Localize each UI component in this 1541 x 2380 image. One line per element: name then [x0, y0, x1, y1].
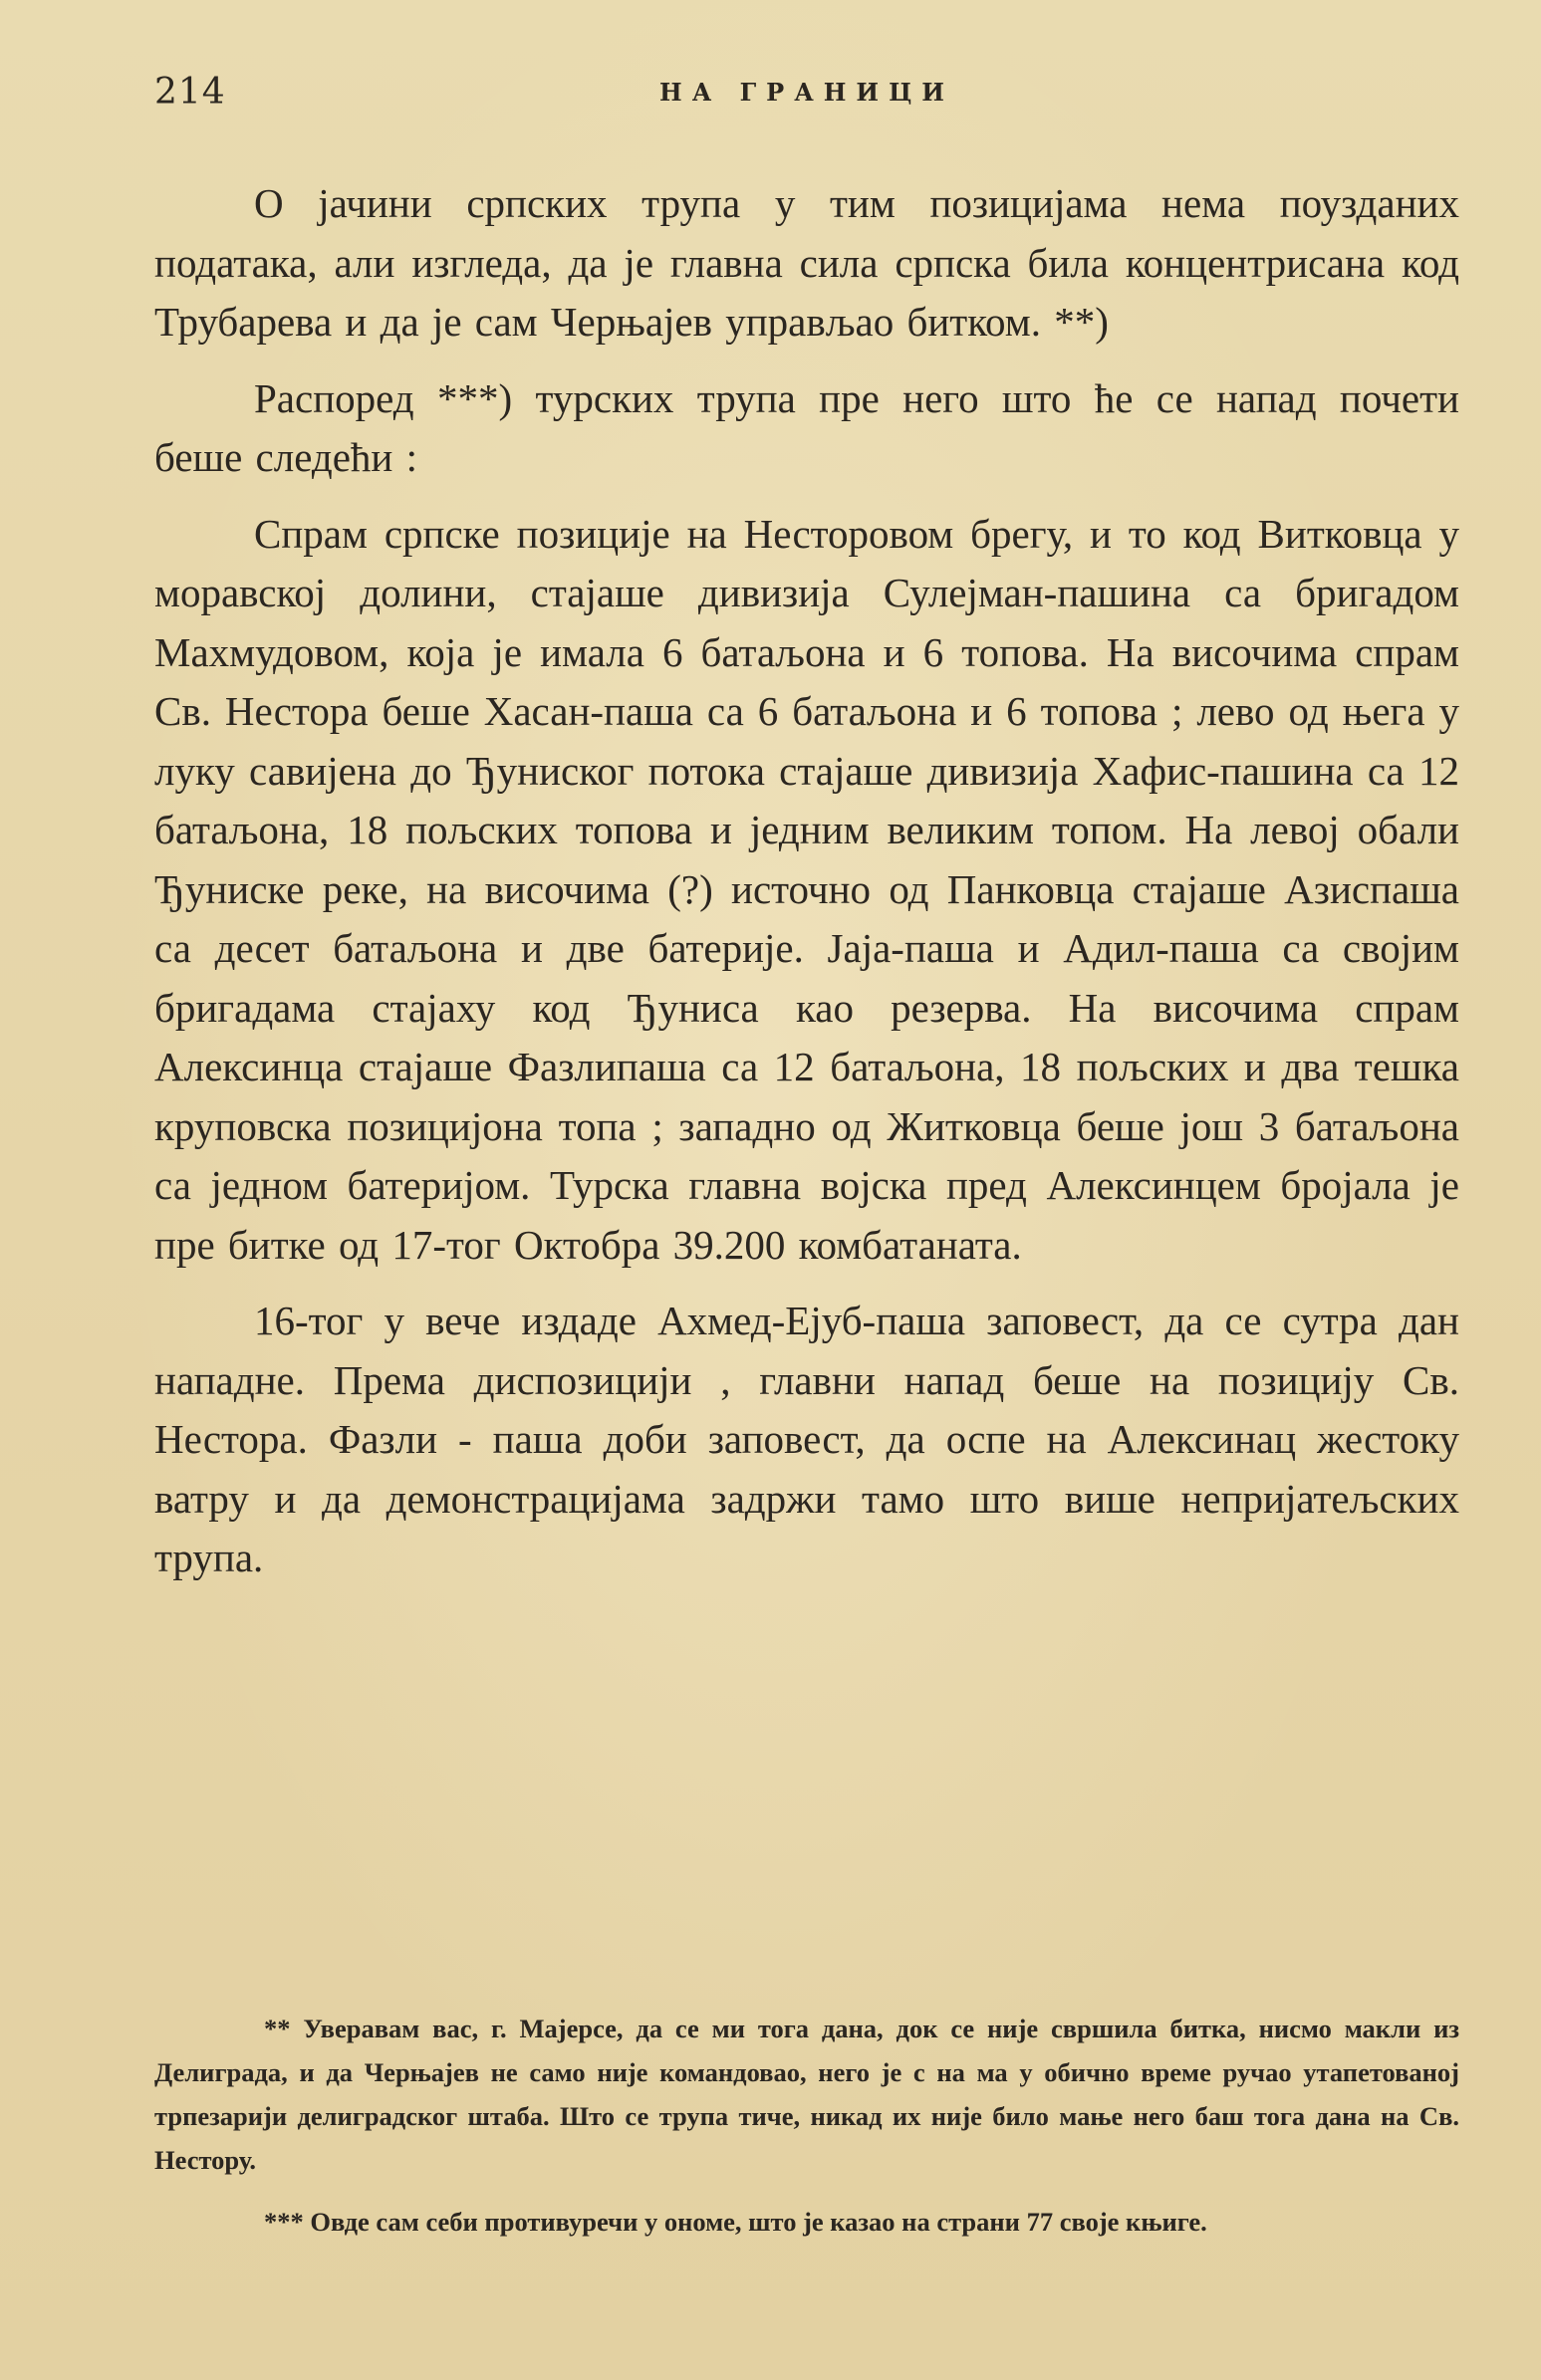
footnotes — [154, 2007, 1459, 2261]
paragraph: Распоред ***) турских трупа пре него што ће се напад почети беше следећи : — [154, 374, 1459, 480]
body-text — [154, 174, 1459, 1605]
running-head: НА ГРАНИЦИ — [659, 78, 954, 107]
paragraph: 16-тог у вече издаде Ахмед-Ејуб-паша заповест, да се сутра дан нападне. Према диспозицији , главни напад беше на позицију Св. Нестора. Фазли - паша доби заповест, да оспе на Алексинац жестоку ватру и да демонстрацијама задржи тамо што више непријатељских трупа. — [154, 1298, 1459, 1580]
footnote: *** Овде сам себи противуречи у ономе, што је казао на страни 77 своје књиге. — [264, 2207, 1207, 2237]
page-header — [154, 72, 1459, 121]
page-number: 214 — [154, 72, 226, 113]
paragraph: О јачини српских трупа у тим позицијама нема поузданих података, али изгледа, да је главна сила српска била концентрисана код Трубарева и да је сам Черњајев управљао битком. **) — [154, 180, 1459, 345]
footnote: ** Уверавам вас, г. Мајерсе, да се ми тога дана, док се није свршила битка, нисмо макли из Делиграда, и да Черњајев не само није командовао, него је с на ма у обично време ручао утапетованој трпезарији делиградског штаба. Што се трупа тиче, никад их није било мање него баш тога дана на Св. Нестору. — [154, 2014, 1459, 2175]
paragraph: Спрам српске позиције на Несторовом брегу, и то код Витковца у моравској долини, стајаше дивизија Сулејман-пашина са бригадом Махмудовом, која је имала 6 батаљона и 6 топова. На височима спрам Св. Нестора беше Хасан-паша са 6 батаљона и 6 топова ; лево од њега у луку савијена до Ђуниског потока стајаше дивизија Хафис-пашина са 12 батаљона, 18 пољских топова и једним великим топом. На левој обали Ђуниске реке, на височима (?) источно од Панковца стајаше Азиспаша са десет батаљона и две батерије. Јаја-паша и Адил-паша са својим бригадама стајаху код Ђуниса као резерва. На височима спрам Алексинца стајаше Фазлипаша са 12 батаљона, 18 пољских и два тешка круповска позицијона топа ; западно од Житковца беше још 3 батаљона са једном батеријом. Турска главна војска пред Алексинцем бројала је пре битке од 17-тог Октобра 39.200 комбатаната. — [154, 510, 1459, 1268]
